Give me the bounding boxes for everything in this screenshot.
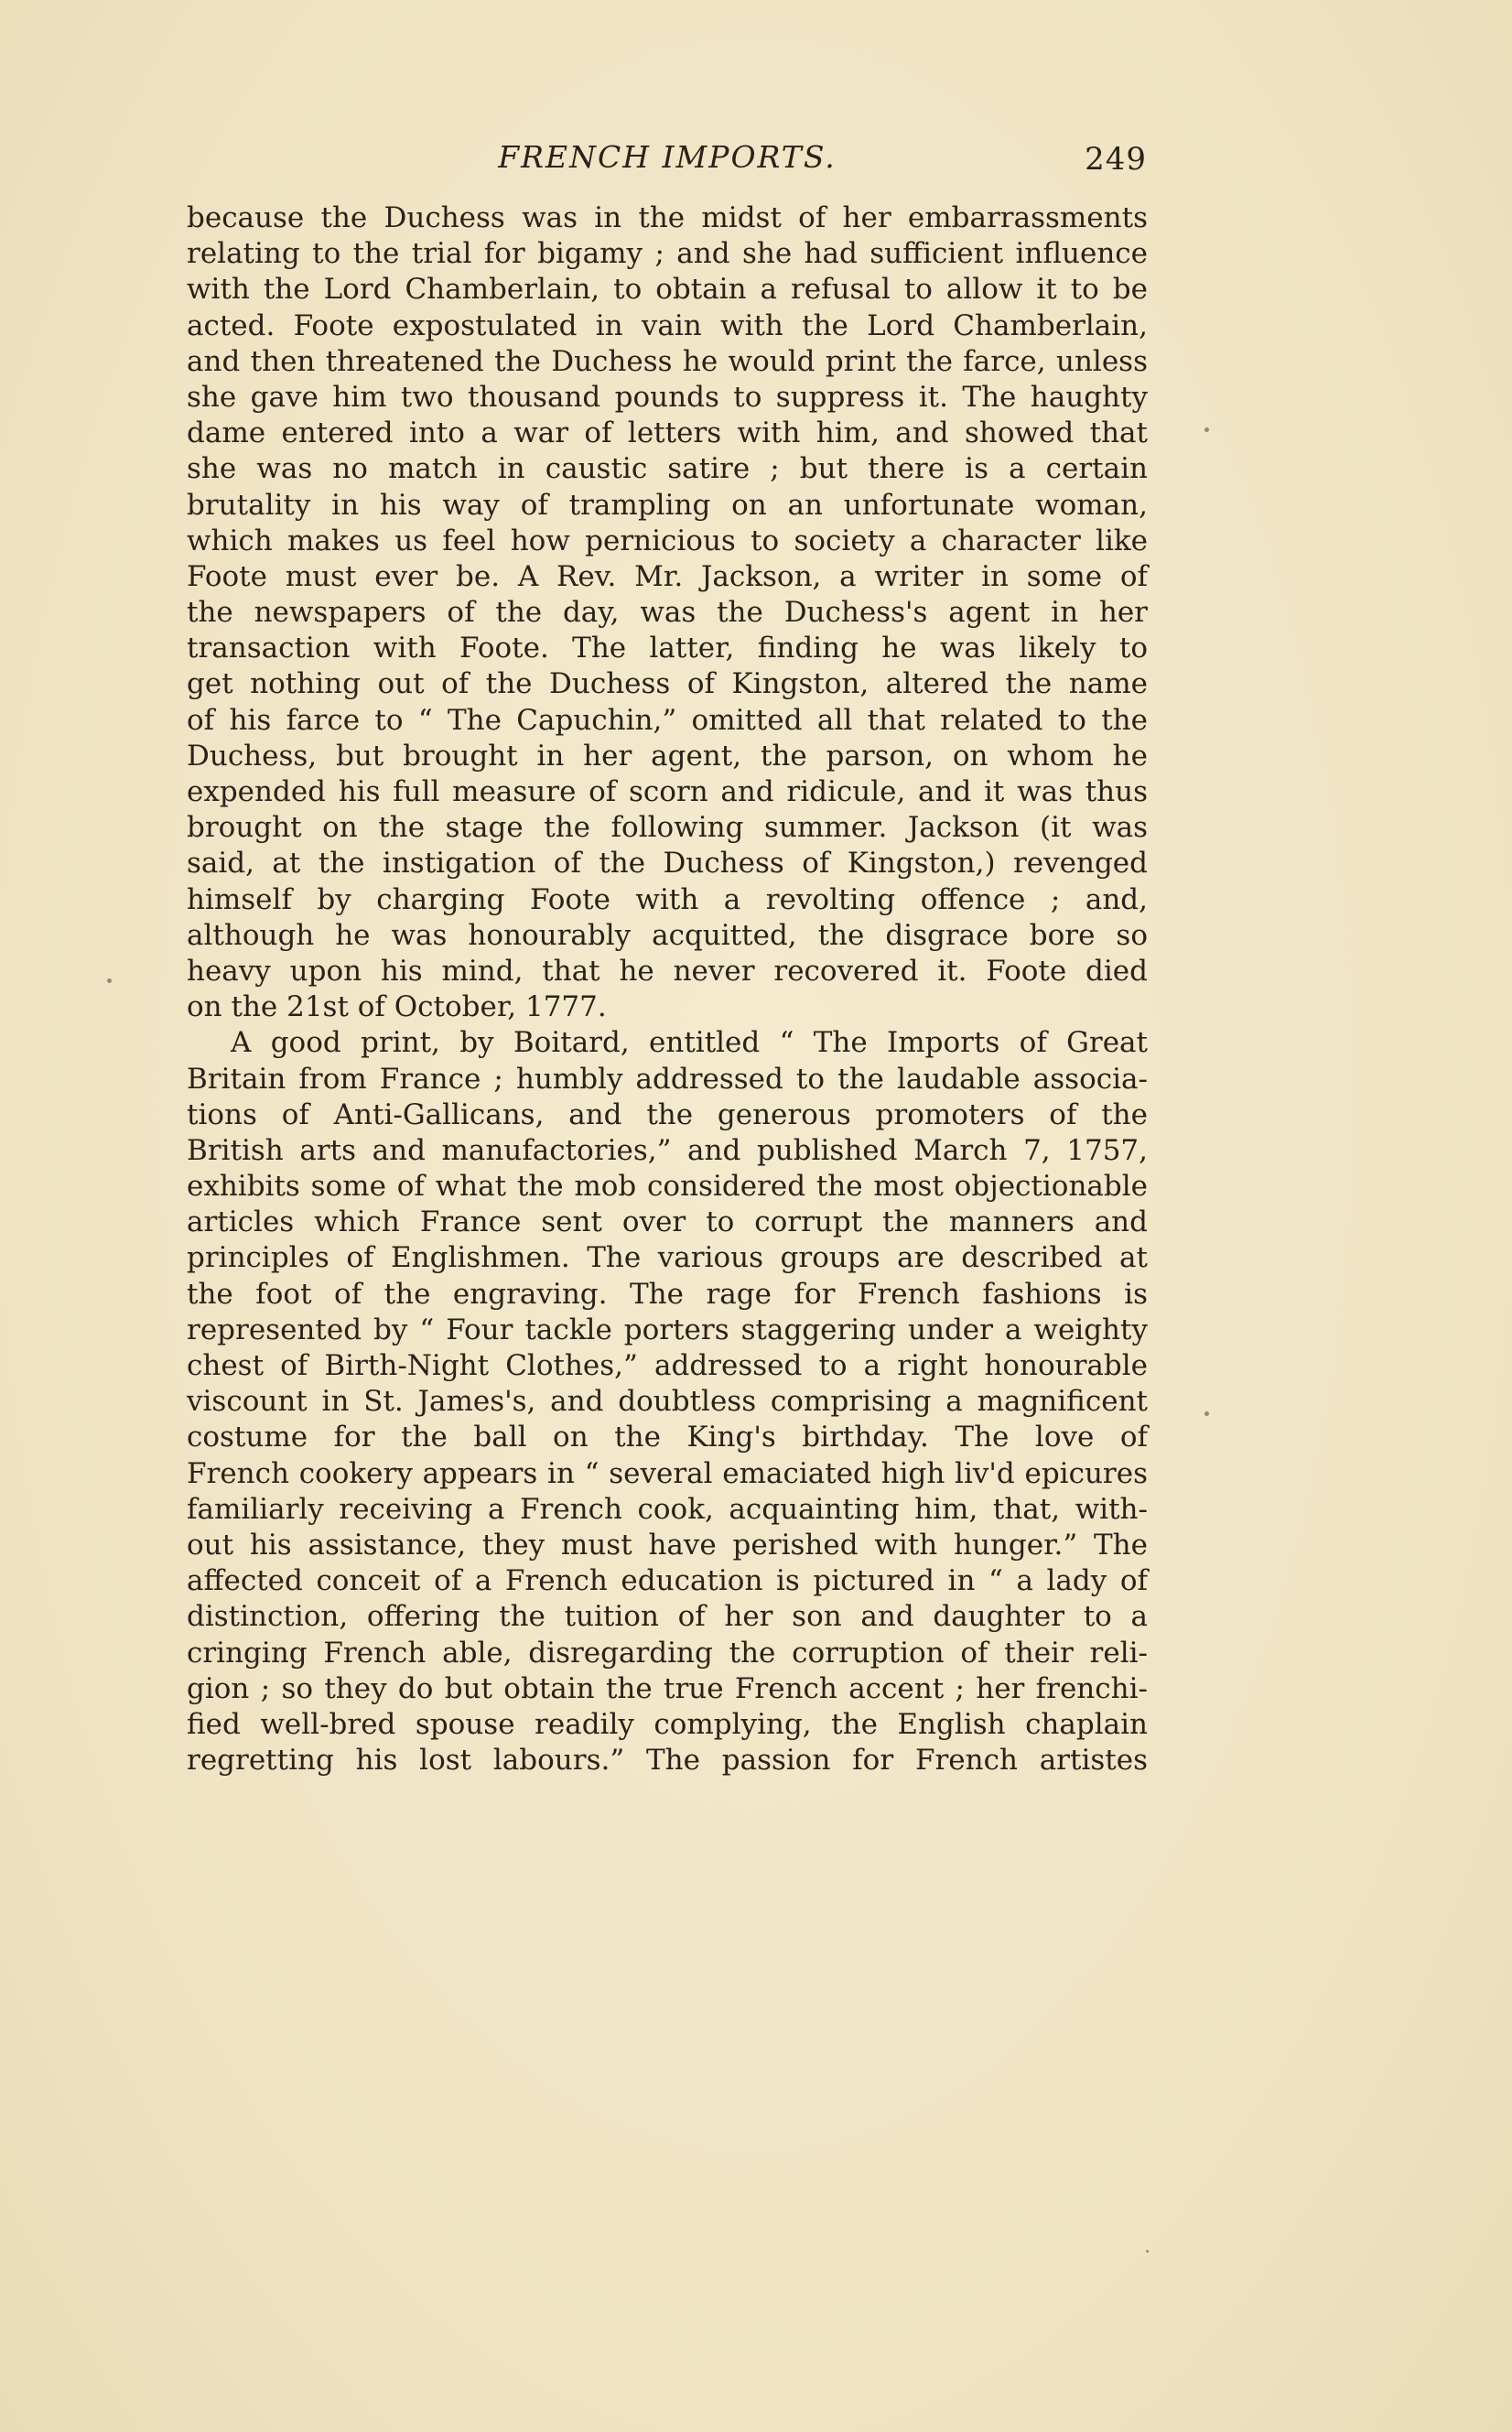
page-number: 249	[1085, 141, 1147, 178]
running-title: FRENCH IMPORTS.	[498, 139, 837, 175]
text-line: the foot of the engraving. The rage for French fashions is	[187, 1277, 1148, 1311]
paper-speck	[1204, 427, 1209, 432]
text-line: dame entered into a war of letters with him, and showed that	[187, 416, 1148, 450]
text-line: expended his full measure of scorn and ridicule, and it was thus	[187, 775, 1148, 808]
text-line: himself by charging Foote with a revolting offence ; and,	[187, 882, 1148, 916]
body-text	[187, 200, 1148, 1778]
text-line: acted. Foote expostulated in vain with the Lord Chamberlain,	[187, 308, 1148, 342]
text-line: she was no match in caustic satire ; but there is a certain	[187, 452, 1148, 486]
text-line: Duchess, but brought in her agent, the parson, on whom he	[187, 739, 1148, 773]
text-line: brought on the stage the following summer. Jackson (it was	[187, 811, 1148, 845]
paper-speck	[107, 978, 112, 983]
text-line: exhibits some of what the mob considered the most objectionable	[187, 1170, 1148, 1204]
text-line: French cookery appears in “ several emaciated high liv'd epicures	[187, 1456, 1148, 1490]
text-line: heavy upon his mind, that he never recovered it. Foote died	[187, 954, 1148, 988]
text-line: relating to the trial for bigamy ; and she had sufficient influence	[187, 237, 1148, 271]
text-line: said, at the instigation of the Duchess of Kingston,) revenged	[187, 847, 1148, 881]
text-line: gion ; so they do but obtain the true French accent ; her frenchi-	[187, 1671, 1148, 1705]
text-line: Foote must ever be. A Rev. Mr. Jackson, a writer in some of	[187, 559, 1148, 593]
text-line: she gave him two thousand pounds to suppress it. The haughty	[187, 380, 1148, 414]
text-line: although he was honourably acquitted, the disgrace bore so	[187, 918, 1148, 952]
text-line: principles of Englishmen. The various groups are described at	[187, 1241, 1148, 1275]
text-line: familiarly receiving a French cook, acquainting him, that, with-	[187, 1492, 1148, 1526]
text-line: out his assistance, they must have perished with hunger.” The	[187, 1528, 1148, 1562]
text-line: A good print, by Boitard, entitled “ The Imports of Great	[231, 1026, 1148, 1060]
text-line: the newspapers of the day, was the Duchess's agent in her	[187, 596, 1148, 630]
text-line: Britain from France ; humbly addressed to the laudable associa-	[187, 1062, 1148, 1096]
text-line: get nothing out of the Duchess of Kingston, altered the name	[187, 667, 1148, 701]
text-line: of his farce to “ The Capuchin,” omitted all that related to the	[187, 703, 1148, 737]
text-line: chest of Birth-Night Clothes,” addressed to a right honourable	[187, 1349, 1148, 1382]
text-line: cringing French able, disregarding the corruption of their reli-	[187, 1636, 1148, 1670]
text-line: affected conceit of a French education is pictured in “ a lady of	[187, 1564, 1148, 1598]
page-header	[188, 139, 1147, 185]
text-line: distinction, offering the tuition of her son and daughter to a	[187, 1600, 1148, 1634]
text-line: and then threatened the Duchess he would print the farce, unless	[187, 344, 1148, 378]
text-line: brutality in his way of trampling on an unfortunate woman,	[187, 488, 1148, 522]
text-line: represented by “ Four tackle porters staggering under a weighty	[187, 1313, 1148, 1346]
text-line: with the Lord Chamberlain, to obtain a refusal to allow it to be	[187, 273, 1148, 307]
text-line: articles which France sent over to corrupt the manners and	[187, 1205, 1148, 1239]
text-line: regretting his lost labours.” The passion for French artistes	[187, 1744, 1148, 1778]
text-line: which makes us feel how pernicious to society a character like	[187, 524, 1148, 557]
text-line: costume for the ball on the King's birthday. The love of	[187, 1421, 1148, 1454]
text-line: fied well-bred spouse readily complying, the English chaplain	[187, 1707, 1148, 1741]
text-line: tions of Anti-Gallicans, and the generous promoters of the	[187, 1097, 1148, 1131]
paper-speck	[1146, 2250, 1149, 2253]
text-line: British arts and manufactories,” and published March 7, 1757,	[187, 1133, 1148, 1167]
paper-speck	[1204, 1411, 1209, 1416]
text-line: because the Duchess was in the midst of her embarrassments	[187, 201, 1148, 234]
text-line: transaction with Foote. The latter, finding he was likely to	[187, 632, 1148, 665]
text-line: on the 21st of October, 1777.	[187, 990, 607, 1024]
text-line: viscount in St. James's, and doubtless comprising a magnificent	[187, 1385, 1148, 1419]
